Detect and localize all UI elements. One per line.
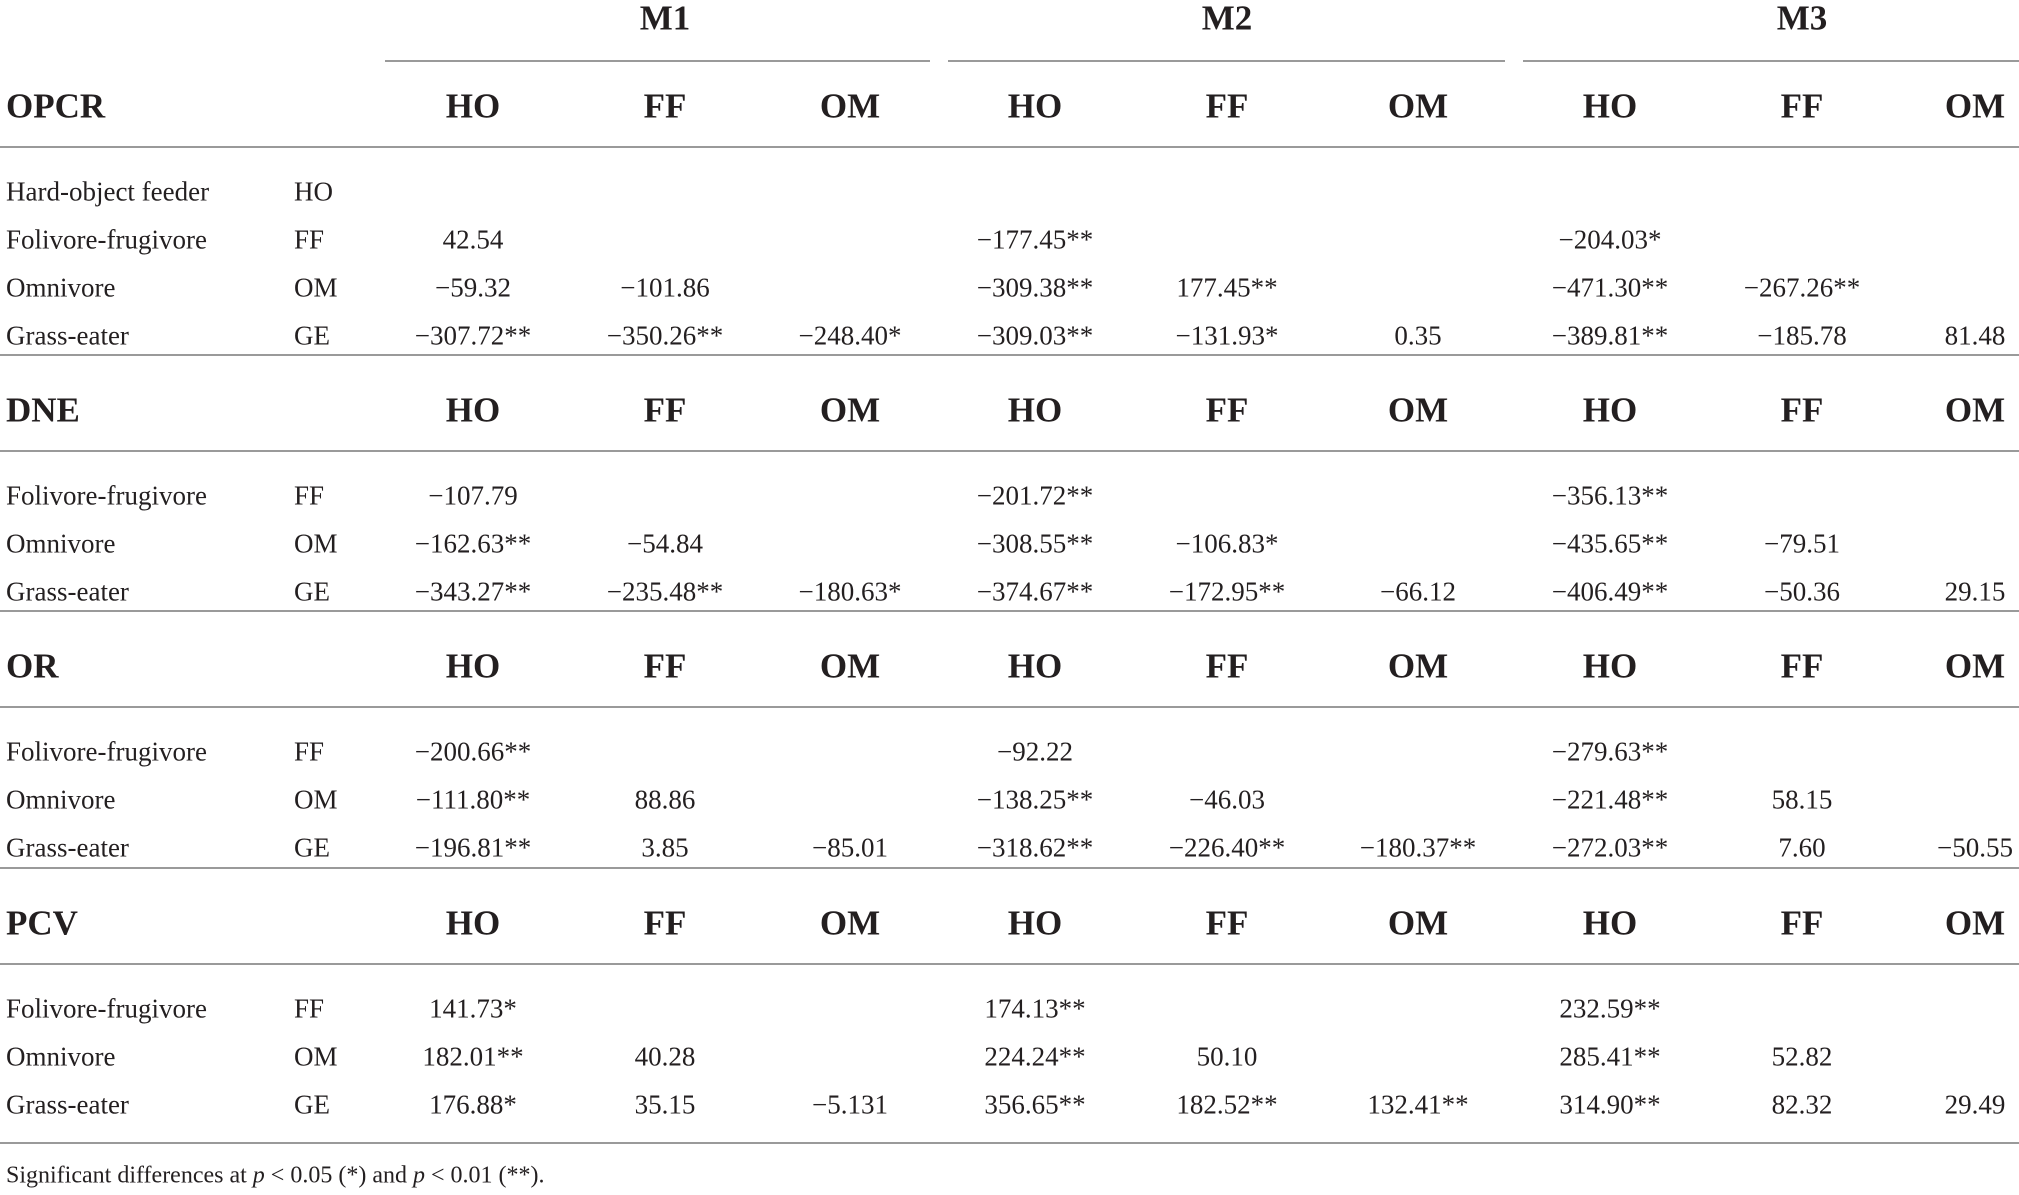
row-abbr: GE <box>294 1089 330 1120</box>
column-header: FF <box>1205 646 1249 686</box>
row-abbr: FF <box>294 224 325 255</box>
column-header: OM <box>819 390 881 430</box>
column-header: OM <box>1387 903 1449 943</box>
table-cell: −54.84 <box>627 528 703 559</box>
table-cell: −50.36 <box>1764 576 1840 607</box>
column-header: FF <box>643 390 687 430</box>
section-divider <box>0 610 2019 612</box>
column-header: FF <box>643 903 687 943</box>
row-abbr: FF <box>294 993 325 1024</box>
table-cell: 132.41** <box>1367 1089 1469 1120</box>
table-cell: 182.01** <box>422 1041 524 1072</box>
table-cell: −248.40* <box>798 320 902 351</box>
table-cell: −5.131 <box>812 1089 888 1120</box>
column-header: HO <box>1007 86 1063 126</box>
column-header: FF <box>1780 86 1824 126</box>
table-cell: −343.27** <box>414 576 532 607</box>
table-cell: −177.45** <box>976 224 1094 255</box>
table-cell: −180.37** <box>1359 832 1477 863</box>
row-label: Folivore-frugivore <box>6 736 207 767</box>
table-cell: 42.54 <box>442 224 504 255</box>
header-rule <box>0 963 2019 965</box>
column-header: OM <box>1387 86 1449 126</box>
table-cell: 314.90** <box>1559 1089 1661 1120</box>
row-label: Omnivore <box>6 784 116 815</box>
table-cell: −308.55** <box>976 528 1094 559</box>
column-header: FF <box>1780 646 1824 686</box>
column-header: FF <box>643 646 687 686</box>
row-label: Folivore-frugivore <box>6 480 207 511</box>
table-cell: −267.26** <box>1743 272 1861 303</box>
column-header: FF <box>1780 390 1824 430</box>
column-header: HO <box>445 86 501 126</box>
row-label: Grass-eater <box>6 320 129 351</box>
table-cell: −111.80** <box>415 784 531 815</box>
column-header: OM <box>819 646 881 686</box>
table-cell: 0.35 <box>1394 320 1442 351</box>
column-header: HO <box>1582 903 1638 943</box>
column-header: OM <box>1944 86 2006 126</box>
table-cell: −374.67** <box>976 576 1094 607</box>
table-cell: −59.32 <box>435 272 511 303</box>
table-cell: 141.73* <box>429 993 517 1024</box>
row-label: Omnivore <box>6 528 116 559</box>
column-header: OM <box>819 903 881 943</box>
table-cell: −226.40** <box>1168 832 1286 863</box>
table-cell: −350.26** <box>606 320 724 351</box>
section-title: PCV <box>6 903 78 943</box>
row-abbr: GE <box>294 320 330 351</box>
table-cell: −200.66** <box>414 736 532 767</box>
column-header: HO <box>1007 390 1063 430</box>
table-cell: 285.41** <box>1559 1041 1661 1072</box>
row-label: Grass-eater <box>6 576 129 607</box>
table-cell: −471.30** <box>1551 272 1669 303</box>
section-title: OPCR <box>6 86 106 126</box>
table-cell: −201.72** <box>976 480 1094 511</box>
table-cell: −204.03* <box>1558 224 1662 255</box>
column-header: OM <box>1944 903 2006 943</box>
column-header: FF <box>643 86 687 126</box>
table-cell: 81.48 <box>1944 320 2006 351</box>
table-cell: −162.63** <box>414 528 532 559</box>
table-cell: −185.78 <box>1757 320 1847 351</box>
table-cell: −221.48** <box>1551 784 1669 815</box>
table-cell: 40.28 <box>634 1041 696 1072</box>
table-cell: −435.65** <box>1551 528 1669 559</box>
table-cell: −101.86 <box>620 272 710 303</box>
row-label: Hard-object feeder <box>6 176 210 207</box>
column-header: OM <box>819 86 881 126</box>
row-abbr: FF <box>294 736 325 767</box>
section-divider <box>0 867 2019 869</box>
row-label: Omnivore <box>6 1041 116 1072</box>
table-cell: −172.95** <box>1168 576 1286 607</box>
table-cell: −107.79 <box>428 480 518 511</box>
row-label: Folivore-frugivore <box>6 993 207 1024</box>
section-title: DNE <box>6 390 80 430</box>
column-header: HO <box>445 903 501 943</box>
table-cell: −85.01 <box>812 832 888 863</box>
column-header: OM <box>1944 390 2006 430</box>
table-cell: 52.82 <box>1771 1041 1833 1072</box>
table-cell: 177.45** <box>1176 272 1278 303</box>
table-cell: −180.63* <box>798 576 902 607</box>
table-cell: 176.88* <box>429 1089 517 1120</box>
column-header: HO <box>1582 646 1638 686</box>
column-header: OM <box>1387 390 1449 430</box>
table-cell: −272.03** <box>1551 832 1669 863</box>
table-cell: −79.51 <box>1764 528 1840 559</box>
column-header: FF <box>1780 903 1824 943</box>
table-cell: 29.49 <box>1944 1089 2006 1120</box>
column-header: HO <box>1007 903 1063 943</box>
row-abbr: OM <box>294 1041 338 1072</box>
row-label: Grass-eater <box>6 832 129 863</box>
table-cell: 50.10 <box>1196 1041 1258 1072</box>
table-cell: −389.81** <box>1551 320 1669 351</box>
table-cell: −309.38** <box>976 272 1094 303</box>
table-cell: −307.72** <box>414 320 532 351</box>
table-cell: −235.48** <box>606 576 724 607</box>
group-underline <box>385 60 930 62</box>
bottom-rule <box>0 1142 2019 1144</box>
table-cell: −46.03 <box>1189 784 1265 815</box>
column-header: HO <box>1007 646 1063 686</box>
table-cell: −318.62** <box>976 832 1094 863</box>
group-header: M2 <box>1201 0 1253 38</box>
table-cell: −279.63** <box>1551 736 1669 767</box>
table-cell: −138.25** <box>976 784 1094 815</box>
table-cell: 232.59** <box>1559 993 1661 1024</box>
column-header: OM <box>1387 646 1449 686</box>
table-cell: −309.03** <box>976 320 1094 351</box>
column-header: FF <box>1205 903 1249 943</box>
table-footnote: Significant differences at p < 0.05 (*) and p < 0.01 (**). <box>6 1162 545 1189</box>
row-abbr: FF <box>294 480 325 511</box>
section-title: OR <box>6 646 59 686</box>
group-underline <box>948 60 1505 62</box>
header-rule <box>0 450 2019 452</box>
column-header: HO <box>445 390 501 430</box>
group-underline <box>1523 60 2019 62</box>
row-abbr: OM <box>294 272 338 303</box>
table-cell: −66.12 <box>1380 576 1456 607</box>
row-abbr: GE <box>294 576 330 607</box>
table-cell: −356.13** <box>1551 480 1669 511</box>
column-header: FF <box>1205 86 1249 126</box>
table-cell: 88.86 <box>634 784 696 815</box>
table-cell: 29.15 <box>1944 576 2006 607</box>
table-cell: 7.60 <box>1778 832 1826 863</box>
table-cell: 174.13** <box>984 993 1086 1024</box>
table-cell: −131.93* <box>1175 320 1279 351</box>
column-header: HO <box>1582 390 1638 430</box>
table-cell: 356.65** <box>984 1089 1086 1120</box>
table-cell: −406.49** <box>1551 576 1669 607</box>
table-cell: 3.85 <box>641 832 689 863</box>
row-abbr: HO <box>294 176 333 207</box>
table-cell: −196.81** <box>414 832 532 863</box>
table-cell: −92.22 <box>997 736 1073 767</box>
table-cell: 82.32 <box>1771 1089 1833 1120</box>
column-header: OM <box>1944 646 2006 686</box>
table-cell: 35.15 <box>634 1089 696 1120</box>
header-rule <box>0 706 2019 708</box>
row-abbr: GE <box>294 832 330 863</box>
table-cell: 58.15 <box>1771 784 1833 815</box>
column-header: FF <box>1205 390 1249 430</box>
table-cell: −50.55 <box>1937 832 2013 863</box>
table-cell: 182.52** <box>1176 1089 1278 1120</box>
row-abbr: OM <box>294 784 338 815</box>
table-cell: 224.24** <box>984 1041 1086 1072</box>
row-label: Grass-eater <box>6 1089 129 1120</box>
header-rule <box>0 146 2019 148</box>
row-label: Omnivore <box>6 272 116 303</box>
section-divider <box>0 354 2019 356</box>
group-header: M3 <box>1776 0 1828 38</box>
row-abbr: OM <box>294 528 338 559</box>
column-header: HO <box>1582 86 1638 126</box>
column-header: HO <box>445 646 501 686</box>
group-header: M1 <box>639 0 691 38</box>
row-label: Folivore-frugivore <box>6 224 207 255</box>
table-cell: −106.83* <box>1175 528 1279 559</box>
